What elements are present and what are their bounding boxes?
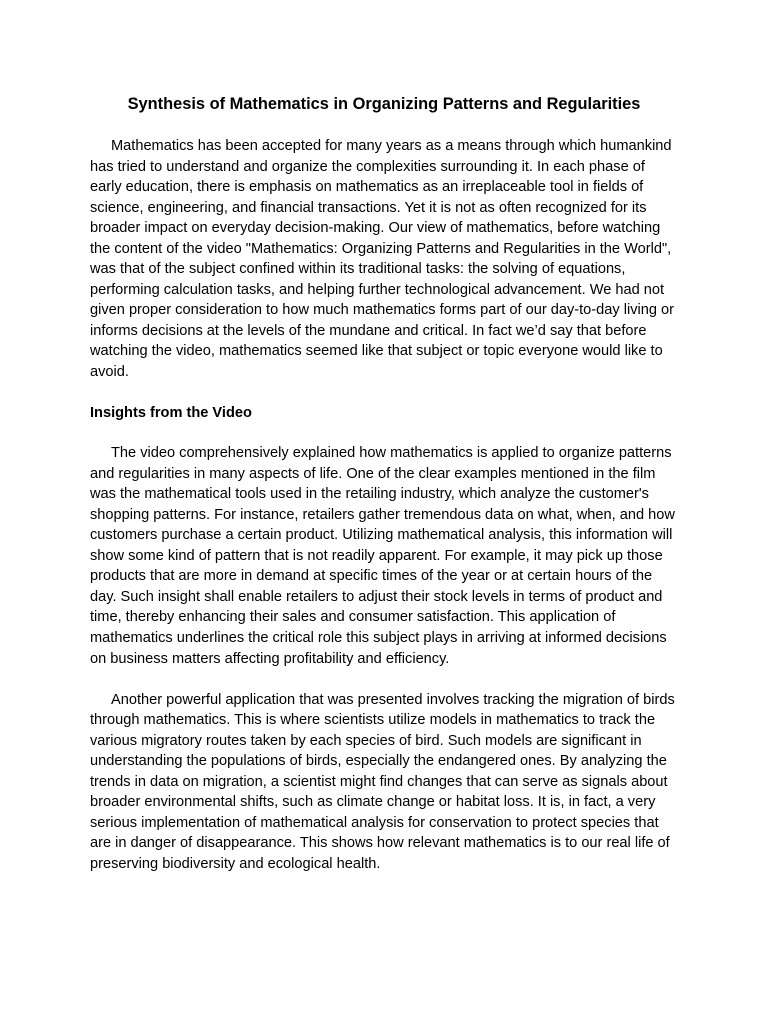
bird-migration-paragraph: Another powerful application that was presented involves tracking the migration of birds through mathematics. This is where scientists utilize models in mathematics to track the various migratory routes taken by each species of bird. Such models are significant in understanding the populations of birds, especially the endangered ones. By analyzing the trends in data on migration, a scientist might find changes that can serve as signals about broader environmental shifts, such as climate change or habitat loss. It is, in fact, a very serious implementation of mathematical analysis for conservation to protect species that are in danger of disappearance. This shows how relevant mathematics is to our real life of preserving biodiversity and ecological health. (90, 691, 675, 872)
document-title: Synthesis of Mathematics in Organizing Patterns and Regularities (127, 95, 641, 113)
intro-paragraph: Mathematics has been accepted for many years as a means through which humankind has tried to understand and organize the complexities surrounding it. In each phase of early education, there is emphasis on mathematics as an irreplaceable tool in fields of science, engineering, and financial transactions. Yet it is not as often recognized for its broader impact on everyday decision-making. Our view of mathematics, before watching the content of the video "Mathematics: Organizing Patterns and Regularities in the World", was that of the subject confined within its traditional tasks: the solving of equations, performing calculation tasks, and helping further technological advancement. We had not given proper consideration to how much mathematics forms part of our day-to-day living or informs decisions at the levels of the mundane and critical. In fact we’d say that before watching the video, mathematics seemed like that subject or topic everyone would like to avoid. (90, 138, 675, 381)
section-heading-insights: Insights from the Video (90, 404, 252, 421)
retail-paragraph: The video comprehensively explained how mathematics is applied to organize patterns and regularities in many aspects of life. One of the clear examples mentioned in the film was the mathematical tools used in the retailing industry, which analyze the customer's shopping patterns. For instance, retailers gather tremendous data on what, when, and how customers purchase a certain product. Utilizing mathematical analysis, this information will show some kind of pattern that is not readily apparent. For example, it may pick up those products that are more in demand at specific times of the year or at certain hours of the day. Such insight shall enable retailers to adjust their stock levels in terms of product and time, thereby enhancing their sales and consumer satisfaction. This application of mathematics underlines the critical role this subject plays in arriving at informed decisions on business matters affecting profitability and efficiency. (90, 445, 675, 667)
